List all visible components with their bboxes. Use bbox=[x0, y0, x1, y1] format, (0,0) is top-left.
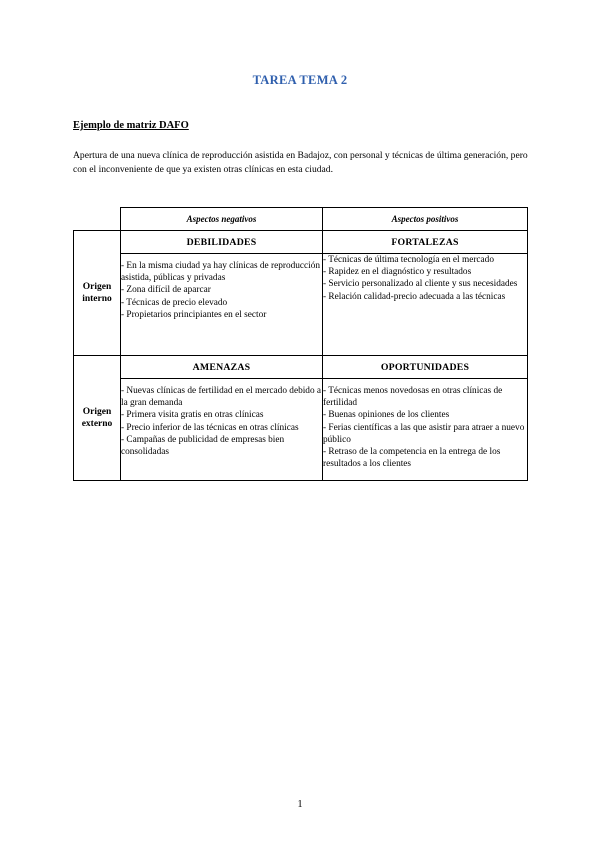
internal-content-row bbox=[74, 254, 528, 356]
page-number: 1 bbox=[297, 799, 303, 810]
strengths-title: FORTALEZAS bbox=[323, 231, 528, 254]
corner-cell bbox=[74, 208, 121, 231]
list-item: - Zona difícil de aparcar bbox=[121, 285, 211, 296]
header-row bbox=[74, 208, 528, 231]
origin-external: Origen externo bbox=[74, 356, 121, 481]
list-item: - Primera visita gratis en otras clínicas bbox=[121, 410, 264, 421]
list-item: - Buenas opiniones de los clientes bbox=[323, 410, 450, 421]
list-item: - Servicio personalizado al cliente y sus necesidades bbox=[323, 279, 518, 290]
external-title-row bbox=[74, 356, 528, 379]
list-item: - En la misma ciudad ya hay clínicas de reproducción asistida, públicas y privadas bbox=[121, 261, 321, 284]
list-item: - Técnicas menos novedosas en otras clínicas de fertilidad bbox=[323, 386, 503, 409]
list-item: - Rapidez en el diagnóstico y resultados bbox=[323, 267, 472, 278]
intro-paragraph: Apertura de una nueva clínica de reproducción asistida en Badajoz, con personal y técnicas de última generación, pero con el inconveniente de que ya existen otras clínicas en esta ciudad. bbox=[73, 150, 528, 175]
dafo-matrix bbox=[73, 207, 528, 481]
strengths-list bbox=[323, 254, 528, 356]
opportunities-title: OPORTUNIDADES bbox=[323, 356, 528, 379]
origin-internal: Origen interno bbox=[74, 231, 121, 356]
list-item: - Campañas de publicidad de empresas bien consolidadas bbox=[121, 434, 285, 458]
header-positive: Aspectos positivos bbox=[323, 208, 528, 231]
list-item: - Relación calidad-precio adecuada a las técnicas bbox=[323, 291, 506, 302]
list-item: - Técnicas de precio elevado bbox=[121, 297, 228, 308]
external-content-row bbox=[74, 379, 528, 481]
threats-title: AMENAZAS bbox=[121, 356, 323, 379]
list-item: - Propietarios principiantes en el sector bbox=[121, 309, 267, 320]
document-title: TAREA TEMA 2 bbox=[252, 73, 348, 87]
list-item: - Retraso de la competencia en la entrega de los resultados a los clientes bbox=[323, 447, 501, 470]
weaknesses-list bbox=[121, 254, 323, 356]
list-item: - Técnicas de última tecnología en el mercado bbox=[323, 255, 494, 265]
threats-list bbox=[121, 379, 323, 481]
internal-title-row bbox=[74, 231, 528, 254]
list-item: - Nuevas clínicas de fertilidad en el mercado debido a la gran demanda bbox=[121, 386, 322, 409]
weaknesses-title: DEBILIDADES bbox=[121, 231, 323, 254]
opportunities-list bbox=[323, 379, 528, 481]
header-negative: Aspectos negativos bbox=[121, 208, 323, 231]
section-subheading: Ejemplo de matriz DAFO bbox=[73, 120, 189, 131]
list-item: - Ferias científicas a las que asistir para atraer a nuevo público bbox=[323, 422, 525, 445]
list-item: - Precio inferior de las técnicas en otras clínicas bbox=[121, 422, 299, 433]
